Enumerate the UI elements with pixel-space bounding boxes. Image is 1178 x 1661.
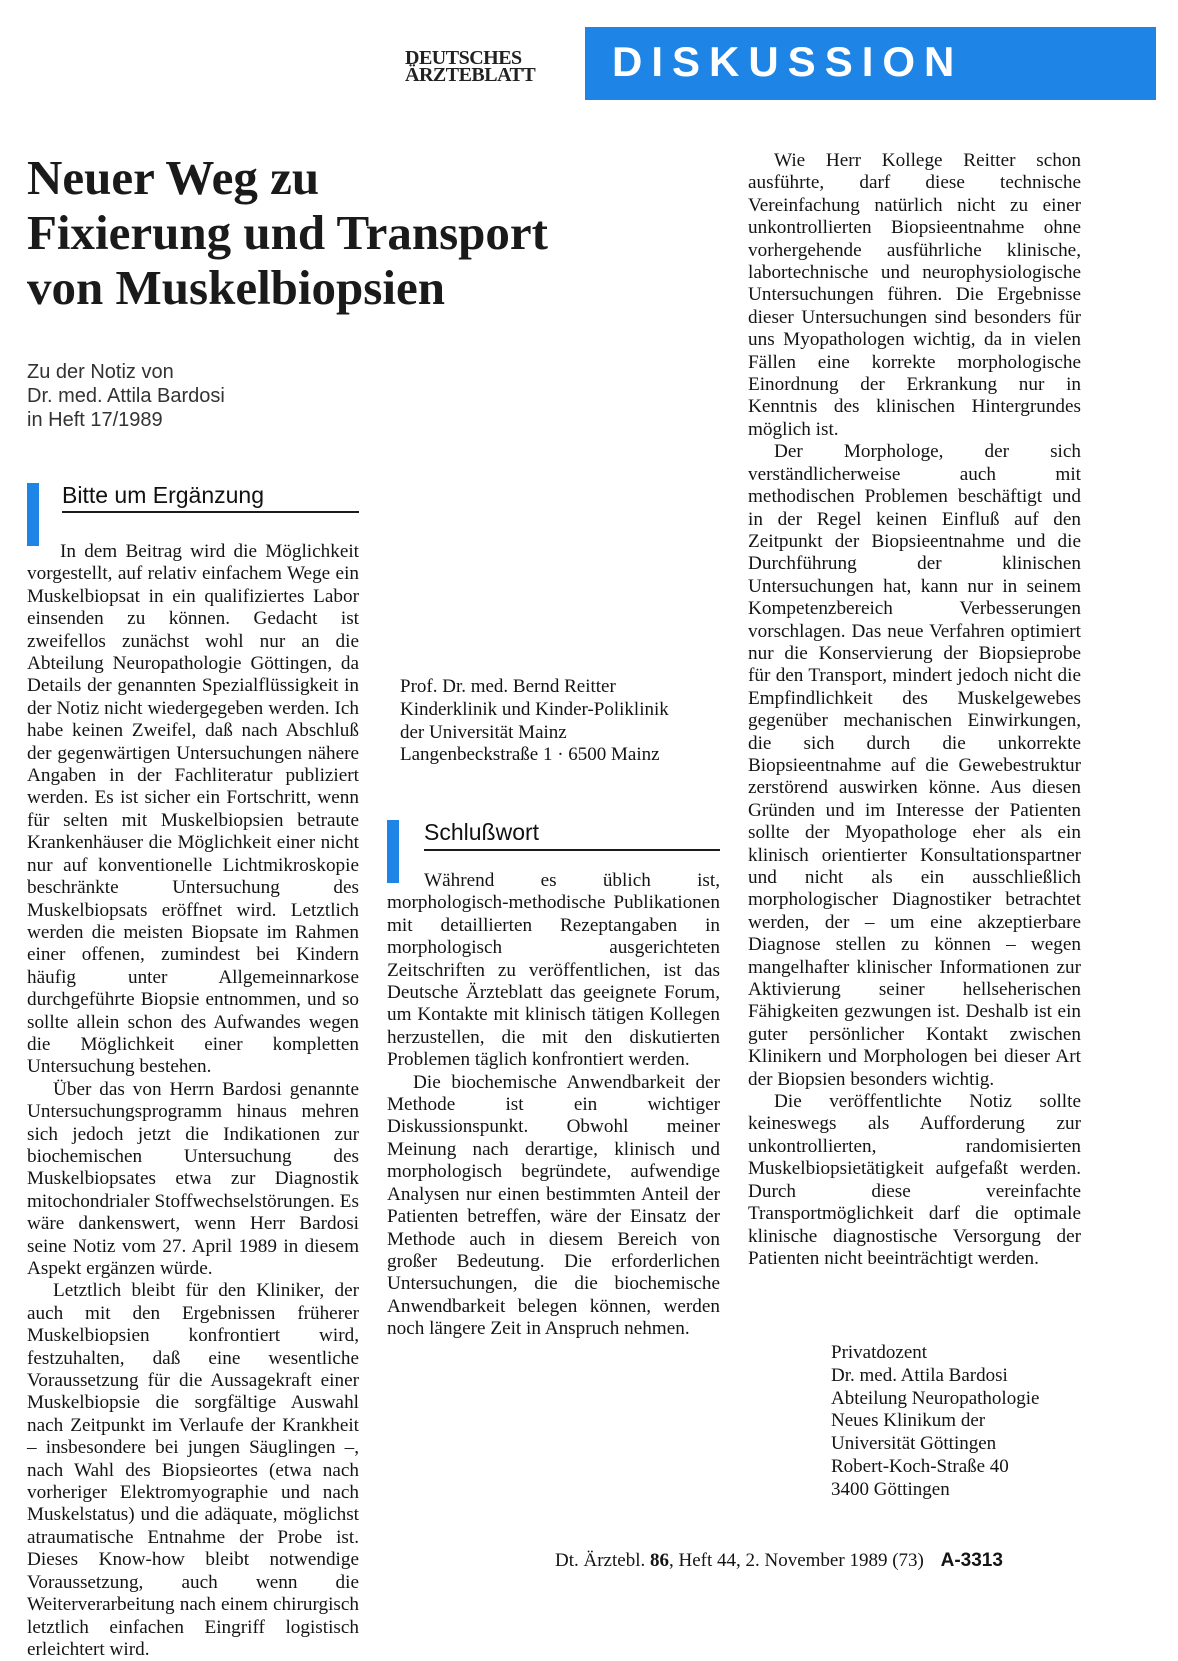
heading-rule-1 — [62, 511, 359, 513]
signature2-line-6: Robert-Koch-Straße 40 — [831, 1455, 1009, 1477]
column-1 — [27, 541, 359, 1661]
reference-line-1: Zu der Notiz von — [27, 361, 174, 383]
signature-reitter — [400, 676, 669, 767]
reference-note — [27, 360, 357, 432]
letter2-paragraph-1: Während es üblich ist, morphologisch-methodische Publikationen mit detaillierten Rezeptangaben in morphologisch ausgerichteten Zeitschriften zu veröffentlichen, ist das Deutsche Ärzteblatt das geeignete Forum, um Kontakte mit klinisch tätigen Kollegen herzustellen, die mit den diskutierten Problemen täglich konfrontiert werden. — [387, 870, 720, 1071]
signature2-line-1: Privatdozent — [831, 1342, 928, 1363]
page-footer — [555, 1550, 1003, 1572]
reference-line-3: in Heft 17/1989 — [27, 409, 163, 431]
letter2-paragraph-3: Wie Herr Kollege Reitter schon ausführte, darf diese technische Vereinfachung natürlich nicht zu einer unkontrollierten Biopsieentnahme ohne vorhergehende ausführliche klinische, labortechnische und neurophysiologische Untersuchungen führen. Die Ergebnisse dieser Untersuchungen sind besonders für uns Myopathologen wichtig, da in vielen Fällen eine korrekte morphologische Einordnung der Erkrankung nur in Kenntnis des klinischen Hintergrundes möglich ist. — [748, 150, 1081, 440]
signature1-line-4: Langenbeckstraße 1 · 6500 Mainz — [400, 744, 660, 766]
reference-line-2: Dr. med. Attila Bardosi — [27, 385, 225, 407]
heading-marker-1 — [27, 483, 39, 546]
letter2-column-2 — [387, 870, 720, 1341]
signature1-line-2: Kinderklinik und Kinder-Poliklinik — [400, 698, 669, 720]
letter2-paragraph-5: Die veröffentlichte Notiz sollte keineswegs als Aufforderung zur unkontrollierten, randomisierten Muskelbiopsietätigkeit aufgefaßt werden. Durch diese vereinfachte Transportmöglichkeit darf die optimale klinische diagnostische Versorgung der Patienten nicht beeinträchtigt werden. — [748, 1091, 1081, 1269]
footer-page-number: A-3313 — [940, 1550, 1003, 1571]
signature2-line-3: Abteilung Neuropathologie — [831, 1387, 1040, 1409]
masthead-line-1: DEUTSCHES — [405, 47, 522, 69]
letter2-paragraph-4: Der Morphologe, der sich verständlicherweise auch mit methodischen Problemen beschäftigt und in der Regel keinen Einfluß auf den Zeitpunkt der Biopsieentnahme und die Durchführung der klinischen Untersuchungen hat, kann nur in seinem Kompetenzbereich Verbesserungen vorschlagen. Das neue Verfahren optimiert nur die Konservierung der Biopsieprobe für den Transport, mindert jedoch nicht die Empfindlichkeit des Muskelgewebes gegenüber mechanischen Einwirkungen, die sich durch die unkorrekte Biopsieentnahme auf die Gewebestruktur zerstörend auswirken könne. Aus diesen Gründen und im Interesse der Patienten sollte der Myopathologe eher als ein klinisch orientierter Konsultationspartner und nicht als ein ausschließlich morphologischer Diagnostiker betrachtet werden, der – um eine akzeptierbare Diagnose stellen zu können – wegen mangelhafter klinischer Informationen zur Aktivierung seiner hellseherischen Fähigkeiten gezwungen ist. Deshalb ist ein guter persönlicher Kontakt zwischen Klinikern und Morphologen bei dieser Art der Biopsien besonders wichtig. — [748, 441, 1081, 1090]
heading-rule-2 — [424, 849, 720, 851]
headline-line-3: von Muskelbiopsien — [27, 260, 445, 315]
letter1-heading: Bitte um Ergänzung — [62, 482, 265, 508]
journal-masthead — [405, 47, 536, 86]
footer-journal: Dt. Ärztebl. — [555, 1550, 646, 1571]
signature2-line-4: Neues Klinikum der — [831, 1410, 986, 1432]
footer-issue: , Heft 44, 2. November 1989 (73) — [668, 1550, 924, 1571]
signature1-line-3: der Universität Mainz — [400, 721, 567, 743]
signature1-line-1: Prof. Dr. med. Bernd Reitter — [400, 676, 616, 697]
masthead-line-2: ÄRZTEBLATT — [405, 64, 536, 86]
signature2-line-7: 3400 Göttingen — [831, 1478, 950, 1500]
article-headline — [27, 150, 747, 315]
letter1-paragraph-3: Letztlich bleibt für den Kliniker, der auch mit den Ergebnissen früherer Muskelbiopsien konfrontiert wird, festzuhalten, daß eine wesentliche Voraussetzung für die Aussagekraft einer Muskelbiopsie die sorgfältige Auswahl nach Zeitpunkt im Verlaufe der Krankheit – insbesondere bei jungen Säuglingen –, nach Wahl des Biopsieortes (etwa nach vorheriger Elektromyographie und nach Muskelstatus) und die adäquate, möglichst atraumatische Entnahme der Probe ist. Dieses Know-how bleibt notwendige Voraussetzung, auch wenn die Weiterverarbeitung nach einem chirurgisch letztlich einfachen Eingriff logistisch erleichtert wird. — [27, 1280, 359, 1660]
signature2-line-2: Dr. med. Attila Bardosi — [831, 1364, 1008, 1386]
footer-volume: 86 — [649, 1550, 669, 1571]
letter2-heading: Schlußwort — [424, 819, 540, 845]
column-3 — [748, 150, 1081, 1270]
headline-line-1: Neuer Weg zu — [27, 150, 320, 205]
signature2-line-5: Universität Göttingen — [831, 1433, 997, 1455]
letter1-paragraph-2: Über das von Herrn Bardosi genannte Untersuchungsprogramm hinaus mehren sich jedoch jetzt die Indikationen zur biochemischen Untersuchung des Muskelbiopsates etwa zur Diagnostik mitochondrialer Stoffwechselstörungen. Es wäre dankenswert, wenn Herr Bardosi seine Notiz vom 27. April 1989 in diesem Aspekt ergänzen würde. — [27, 1078, 359, 1279]
section-label: DISKUSSION — [612, 38, 964, 85]
letter1-paragraph-1: In dem Beitrag wird die Möglichkeit vorgestellt, auf relativ einfachem Wege ein Muskelbiopsat in ein qualifiziertes Labor einsenden zu können. Gedacht ist zweifellos zunächst wohl nur an die Abteilung Neuropathologie Göttingen, da Details der genannten Spezialflüssigkeit in der Notiz nicht wiedergegeben werden. Ich habe keinen Zweifel, daß nach Abschluß der gegenwärtigen Untersuchungen nähere Angaben in der Fachliteratur publiziert werden. Es ist sicher ein Fortschritt, wenn für selten mit Muskelbiopsien betraute Krankenhäuser die Möglichkeit einer nicht nur auf konventionelle Lichtmikroskopie beschränkte Untersuchung des Muskelbiopsats eröffnet wird. Letztlich werden die meisten Biopsate im Rahmen einer offenen, zumindest bei Kindern häufig unter Allgemeinnarkose durchgeführte Biopsie entnommen, und so sollte allein schon des Aufwandes wegen die Möglichkeit einer kompletten Untersuchung bestehen. — [27, 541, 359, 1078]
letter2-paragraph-2: Die biochemische Anwendbarkeit der Methode ist ein wichtiger Diskussionspunkt. Obwohl meiner Meinung nach derartige, klinisch und morphologisch begründete, aufwendige Analysen nur einen bestimmten Anteil der Patienten betreffen, wäre der Einsatz der Methode auch in diesem Bereich von großer Bedeutung. Die erforderlichen Untersuchungen, die die biochemische Anwendbarkeit belegen können, werden noch längere Zeit in Anspruch nehmen. — [387, 1071, 720, 1340]
signature-bardosi — [831, 1342, 1039, 1502]
headline-line-2: Fixierung und Transport — [27, 205, 548, 260]
